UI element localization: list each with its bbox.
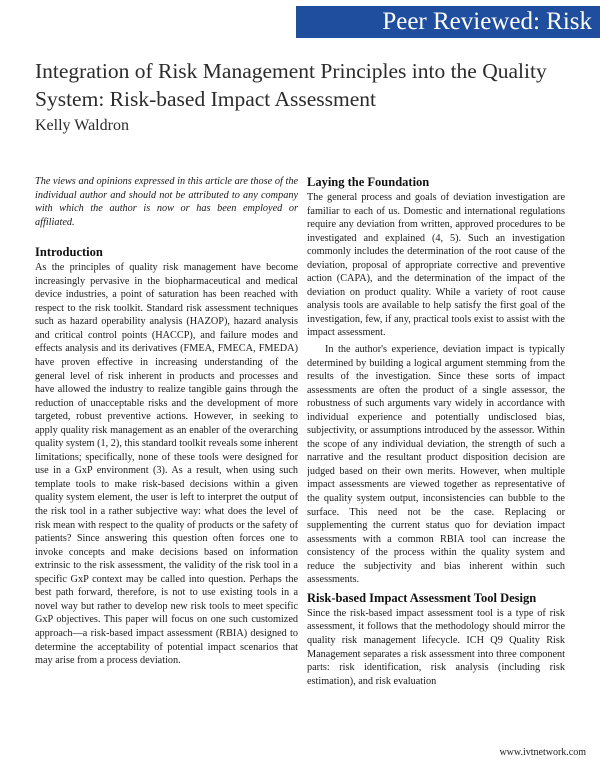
- article-author: Kelly Waldron: [35, 117, 129, 134]
- introduction-paragraph: As the principles of quality risk management have become increasingly pervasive in the biopharmaceutical and medical device industries, a point of saturation has been reached with respect to the risk toolkit. Standard risk assessment techniques such as hazard operability analysis (HAZOP), hazard analysis and critical control points (HACCP), and failure modes and effects analysis and its derivatives (FMEA, FMECA, FMEDA) have proven effective in increasing understanding of the general level of risk inherent in products and processes and have allowed the industry to realize tangible gains through the reduction of unacceptable risks and the development of more targeted, robust preventive actions. However, in seeking to apply quality risk management as an enabler of the overarching quality system (1, 2), this standard toolkit reveals some inherent limitations; specifically, none of these tools were designed for use in a GxP environment (3). As a result, when using such template tools to make risk-based decisions within a given quality system element, the user is left to interpret the output of the risk tool in a rather subjective way: what does the level of risk mean with respect to the quality of products or the safety of patients? Since answering this question often forces one to invoke concepts and make decisions based on information extrinsic to the risk assessment, the validity of the risk tool in a specific GxP context may be called into question. Perhaps the best path forward, therefore, is not to use existing tools in a novel way but rather to develop new risk tools to meet specific GxP objectives. This paper will focus on one such customized approach—a risk-based impact assessment (RBIA) designed to determine the acceptability of potential impact scenarios that may arise from a process deviation.: [35, 262, 298, 667]
- foundation-heading: Laying the Foundation: [307, 175, 430, 189]
- rbia-tool-heading: Risk-based Impact Assessment Tool Design: [307, 590, 537, 605]
- left-column: [35, 175, 298, 740]
- right-column: [307, 175, 565, 753]
- section-banner: [296, 6, 600, 38]
- banner-text: Peer Reviewed: Risk: [382, 8, 592, 35]
- article-title: Integration of Risk Management Principles into the Quality System: Risk-based Impact Assessment: [35, 59, 547, 111]
- footer-url: www.ivtnetwork.com: [499, 747, 586, 758]
- rbia-tool-paragraph: Since the risk-based impact assessment tool is a type of risk assessment, it follows that the methodology should mirror the quality risk management lifecycle. ICH Q9 Quality Risk Management separates a risk assessment into three component parts: risk identification, risk analysis (including risk estimation), and risk evaluation: [307, 607, 565, 687]
- foundation-paragraph-1: The general process and goals of deviation investigation are familiar to each of us. Domestic and international regulations require any deviation from written, approved procedures to be investigated and explained (4, 5). Such an investigation commonly includes the determination of the root cause of the deviation, proposal of appropriate corrective and preventive action (CAPA), and the determination of the impact of the deviation on product quality. While a variety of root cause analysis tools are available to help satisfy the first goal of the investigation, few, if any, practical tools exist to assist with the impact assessment.: [307, 192, 565, 339]
- foundation-paragraph-2: In the author's experience, deviation impact is typically determined by building a logical argument stemming from the results of the investigation. Since these sorts of impact assessments are often the product of a single assessor, the robustness of such arguments vary widely in accordance with individual experience and potentially undisclosed bias, subjectivity, or assumptions introduced by the assessor. Within the scope of any individual deviation, the strength of such a narrative and the resultant product disposition decision are judged based on their own merits. However, when multiple impact assessments are viewed together as representative of the quality system output, inconsistencies can bubble to the surface. This need not be the case. Replacing or supplementing the current status quo for deviation impact assessments with a common RBIA tool can increase the consistency of the process within the quality system and reduce the subjectivity and bias inherent within such assessments.: [307, 344, 565, 586]
- introduction-heading: Introduction: [35, 245, 103, 260]
- disclaimer-text: The views and opinions expressed in this article are those of the individual author and should not be attributed to any company with which the author is now or has been employed or affiliated.: [35, 176, 298, 228]
